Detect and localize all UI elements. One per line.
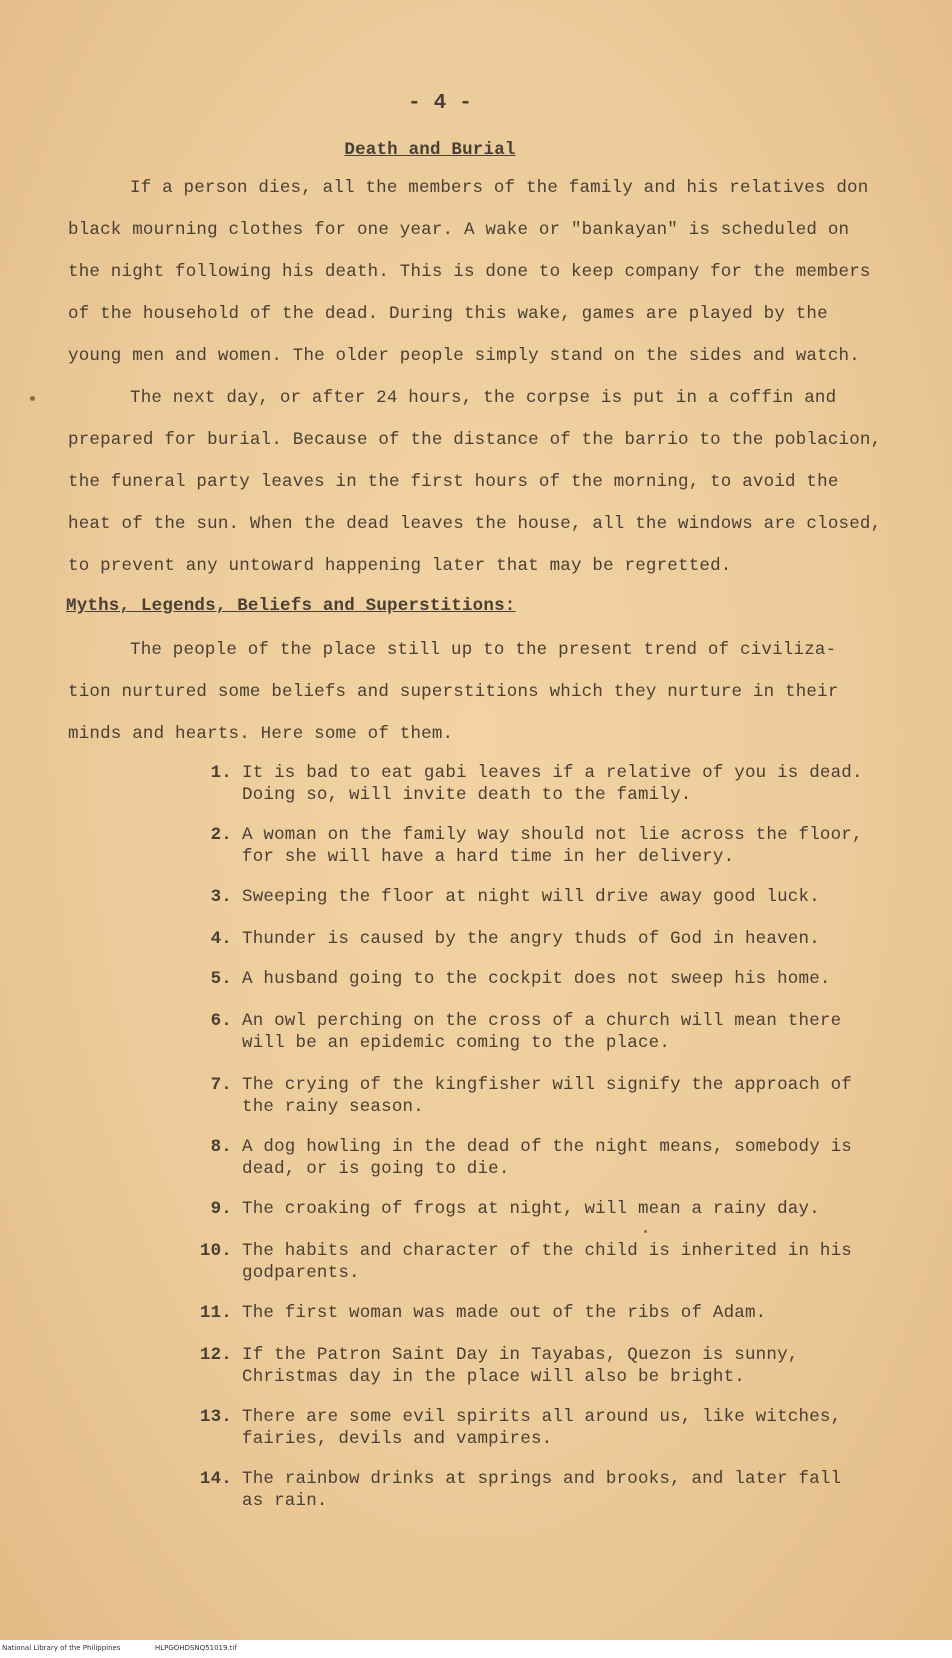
list-item-text: The croaking of frogs at night, will mean a rainy day. bbox=[242, 1199, 820, 1219]
list-item-text: Sweeping the floor at night will drive away good luck. bbox=[242, 887, 820, 907]
list-item-text: as rain. bbox=[242, 1491, 328, 1511]
paper-speck bbox=[644, 1230, 647, 1233]
list-item-text: Christmas day in the place will also be bright. bbox=[242, 1367, 745, 1387]
list-item-text: fairies, devils and vampires. bbox=[242, 1429, 553, 1449]
list-item-text: A husband going to the cockpit does not sweep his home. bbox=[242, 969, 831, 989]
list-item-number: 12. bbox=[199, 1345, 232, 1365]
paragraph-line: prepared for burial. Because of the distance of the barrio to the poblacion, bbox=[68, 430, 882, 450]
list-item-text: A dog howling in the dead of the night means, somebody is bbox=[242, 1137, 852, 1157]
list-item-text: the rainy season. bbox=[242, 1097, 424, 1117]
scan-footer bbox=[0, 1640, 952, 1658]
list-item-number: 2. bbox=[210, 825, 232, 845]
list-item-number: 5. bbox=[210, 969, 232, 989]
list-item-text: will be an epidemic coming to the place. bbox=[242, 1033, 671, 1053]
list-item-text: An owl perching on the cross of a church will mean there bbox=[242, 1011, 842, 1031]
footer-filename: HLPGOHDSNQ51019.tif bbox=[155, 1644, 237, 1652]
list-item-text: It is bad to eat gabi leaves if a relative of you is dead. bbox=[242, 763, 863, 783]
paragraph-line: young men and women. The older people simply stand on the sides and watch. bbox=[68, 346, 860, 366]
list-item-text: dead, or is going to die. bbox=[242, 1159, 510, 1179]
list-item-number: 6. bbox=[210, 1011, 232, 1031]
list-item-text: godparents. bbox=[242, 1263, 360, 1283]
intro-line: tion nurtured some beliefs and superstitions which they nurture in their bbox=[68, 682, 839, 702]
list-item-text: The rainbow drinks at springs and brooks, and later fall bbox=[242, 1469, 842, 1489]
paper-speck bbox=[30, 396, 35, 401]
list-item-text: The crying of the kingfisher will signify the approach of bbox=[242, 1075, 852, 1095]
page-number: - 4 - bbox=[407, 92, 472, 115]
list-item-text: A woman on the family way should not lie across the floor, bbox=[242, 825, 863, 845]
paragraph-line: heat of the sun. When the dead leaves the house, all the windows are closed, bbox=[68, 514, 882, 534]
list-item-text: The habits and character of the child is inherited in his bbox=[242, 1241, 852, 1261]
list-item-number: 1. bbox=[210, 763, 232, 783]
list-item-text: Thunder is caused by the angry thuds of God in heaven. bbox=[242, 929, 820, 949]
paragraph-line: of the household of the dead. During this wake, games are played by the bbox=[68, 304, 828, 324]
list-item-number: 4. bbox=[210, 929, 232, 949]
intro-line: The people of the place still up to the present trend of civiliza- bbox=[130, 640, 837, 660]
list-item-number: 10. bbox=[199, 1241, 232, 1261]
list-item-text: Doing so, will invite death to the family. bbox=[242, 785, 692, 805]
list-item-number: 8. bbox=[210, 1137, 232, 1157]
intro-line: minds and hearts. Here some of them. bbox=[68, 724, 454, 744]
paragraph-line: If a person dies, all the members of the family and his relatives don bbox=[130, 178, 869, 198]
list-item-number: 3. bbox=[210, 887, 232, 907]
list-item-number: 13. bbox=[199, 1407, 232, 1427]
section-heading: Myths, Legends, Beliefs and Superstitions: bbox=[66, 596, 516, 616]
list-item-text: for she will have a hard time in her delivery. bbox=[242, 847, 735, 867]
list-item-number: 7. bbox=[210, 1075, 232, 1095]
paragraph-line: The next day, or after 24 hours, the corpse is put in a coffin and bbox=[130, 388, 837, 408]
list-item-text: The first woman was made out of the ribs of Adam. bbox=[242, 1303, 767, 1323]
paragraph-line: to prevent any untoward happening later that may be regretted. bbox=[68, 556, 732, 576]
list-item-text: There are some evil spirits all around us, like witches, bbox=[242, 1407, 842, 1427]
page-title: Death and Burial bbox=[344, 140, 516, 160]
list-item-number: 9. bbox=[210, 1199, 232, 1219]
list-item-number: 11. bbox=[199, 1303, 232, 1323]
list-item-text: If the Patron Saint Day in Tayabas, Quezon is sunny, bbox=[242, 1345, 799, 1365]
paragraph-line: the night following his death. This is done to keep company for the members bbox=[68, 262, 871, 282]
list-item-number: 14. bbox=[199, 1469, 232, 1489]
footer-source: National Library of the Philippines bbox=[2, 1644, 121, 1652]
paragraph-line: the funeral party leaves in the first hours of the morning, to avoid the bbox=[68, 472, 839, 492]
paragraph-line: black mourning clothes for one year. A wake or "bankayan" is scheduled on bbox=[68, 220, 850, 240]
